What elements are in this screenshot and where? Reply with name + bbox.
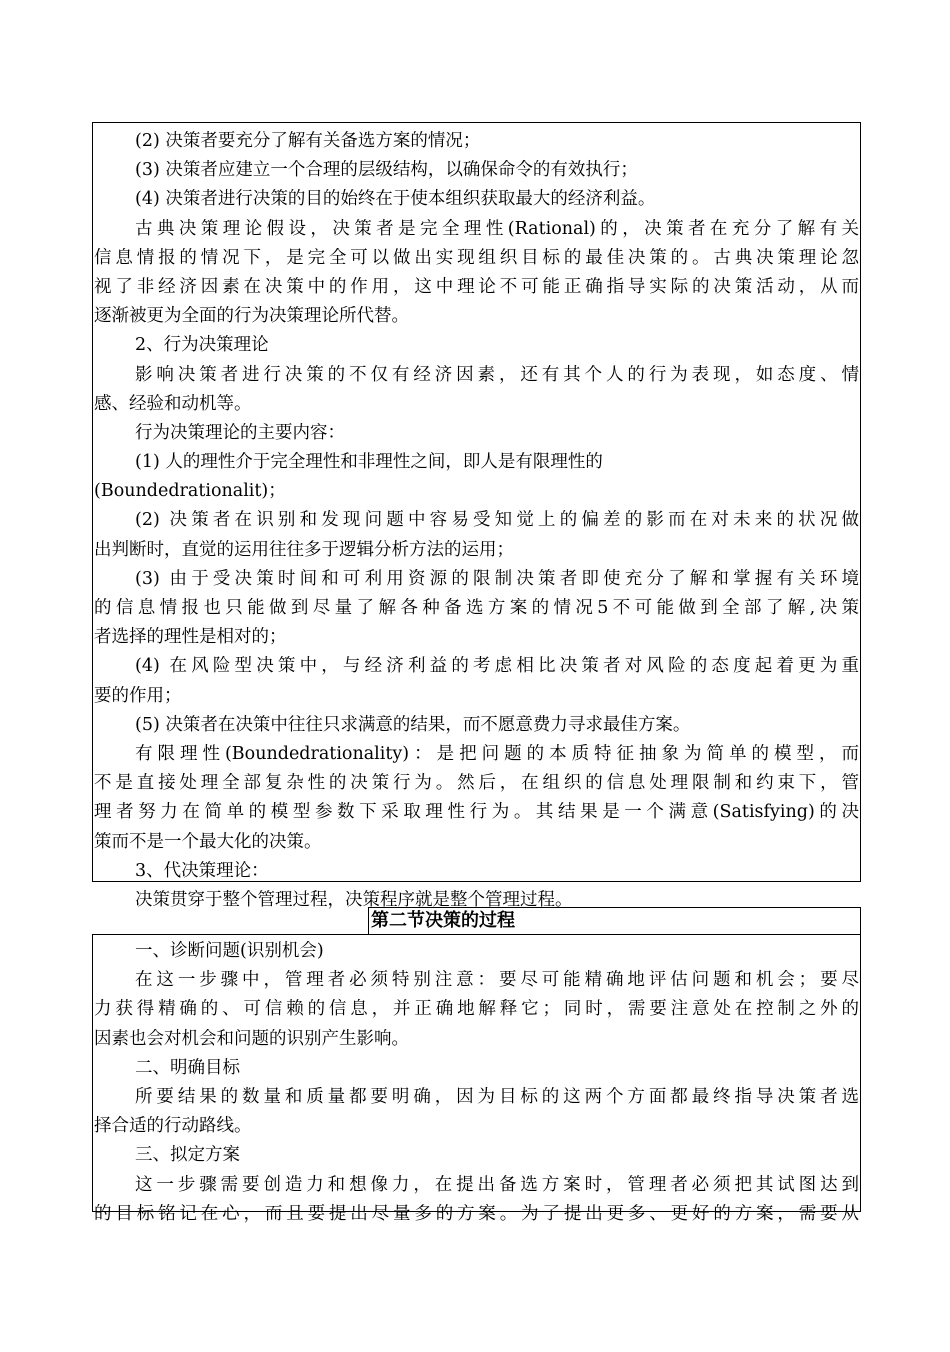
text-line: 行为决策理论的主要内容： (135, 422, 345, 443)
text-line: 出判断时，直觉的运用往往多于逻辑分析方法的运用； (94, 539, 514, 560)
text-line: 逐渐被更为全面的行为决策理论所代替。 (94, 306, 409, 327)
text-line: 的信息情报也只能做到尽量了解各种备选方案的情况5不可能做到全部了解,决策 (94, 598, 859, 618)
text-line: 感、经验和动机等。 (94, 393, 252, 414)
text-line: 因素也会对机会和问题的识别产生影响。 (94, 1028, 409, 1049)
text-line: 择合适的行动路线。 (94, 1116, 252, 1137)
text-line: 力获得精确的、可信赖的信息，并正确地解释它；同时，需要注意处在控制之外的 (94, 999, 859, 1020)
text-line: (3) 由于受决策时间和可利用资源的限制决策者即使充分了解和掌握有关环境 (135, 568, 859, 589)
text-block-decision-process (92, 934, 861, 1224)
text-line: (1) 人的理性介于完全理性和非理性之间，即人是有限理性的 (135, 452, 603, 473)
subheading: 2、行为决策理论 (135, 335, 269, 356)
subheading: 二、明确目标 (135, 1057, 240, 1078)
subheading: 3、代决策理论： (135, 860, 269, 881)
text-line: (4) 决策者进行决策的目的始终在于使本组织获取最大的经济利益。 (135, 189, 656, 210)
text-line: 影响决策者进行决策的不仅有经济因素，还有其个人的行为表现，如态度、情 (135, 364, 859, 385)
text-line: (2) 决策者要充分了解有关备选方案的情况； (135, 131, 481, 151)
text-block-decision-theories (92, 122, 861, 910)
text-line: 不是直接处理全部复杂性的决策行为。然后，在组织的信息处理限制和约束下，管 (94, 773, 859, 794)
section-title-cell (368, 907, 861, 935)
text-line: 有限理性(Boundedrationality)：是把问题的本质特征抽象为简单的模型，而 (135, 743, 859, 764)
text-line: 理者努力在简单的模型参数下采取理性行为。其结果是一个满意(Satisfying)的决 (94, 802, 859, 823)
text-line: 在这一步骤中，管理者必须特别注意：要尽可能精确地评估问题和机会；要尽 (135, 970, 859, 991)
text-line: 决策贯穿于整个管理过程，决策程序就是整个管理过程。 (135, 889, 573, 910)
text-line: (5) 决策者在决策中往往只求满意的结果，而不愿意费力寻求最佳方案。 (135, 714, 691, 735)
text-line: (3) 决策者应建立一个合理的层级结构，以确保命令的有效执行； (135, 160, 638, 181)
text-line: 视了非经济因素在决策中的作用，这中理论不可能正确指导实际的决策活动，从而 (94, 276, 859, 297)
text-line: 的目标铭记在心，而且要提出尽量多的方案。为了提出更多、更好的方案，需要从 (94, 1203, 859, 1224)
subheading: 一、诊断问题(识别机会) (135, 941, 324, 961)
text-line: (4) 在风险型决策中，与经济利益的考虑相比决策者对风险的态度起着更为重 (135, 656, 859, 677)
text-line: 要的作用； (94, 685, 182, 706)
text-line: 信息情报的情况下，是完全可以做出实现组织目标的最佳决策的。古典决策理论忽 (94, 247, 859, 268)
text-line: 古典决策理论假设，决策者是完全理性(Rational)的，决策者在充分了解有关 (135, 218, 859, 239)
text-line: 所要结果的数量和质量都要明确，因为目标的这两个方面都最终指导决策者选 (135, 1086, 859, 1107)
text-line: 者选择的理性是相对的； (94, 627, 287, 648)
text-line: 策而不是一个最大化的决策。 (94, 831, 322, 852)
text-line: (2) 决策者在识别和发现问题中容易受知觉上的偏差的影而在对未来的状况做 (135, 510, 859, 531)
section-title: 第二节决策的过程 (371, 910, 515, 931)
text-line: (Boundedrationalit)； (94, 481, 286, 502)
subheading: 三、拟定方案 (135, 1145, 240, 1166)
text-line: 这一步骤需要创造力和想像力，在提出备选方案时，管理者必须把其试图达到 (135, 1174, 859, 1195)
